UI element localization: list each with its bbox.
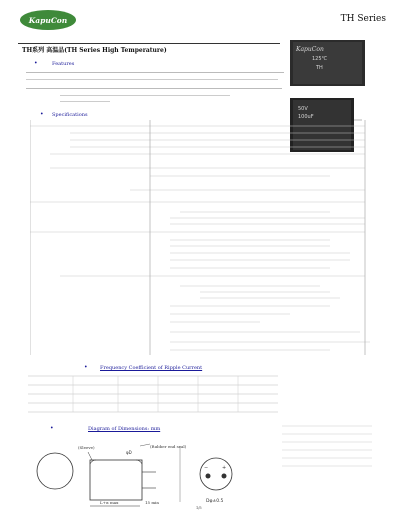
negative-lead — [206, 474, 211, 479]
features-line-2 — [26, 79, 278, 80]
top-view-circle — [37, 453, 73, 489]
page-number: 1/5 — [196, 506, 202, 510]
capacitor-voltage-label: 50V — [298, 106, 308, 112]
frequency-bullet-icon: • — [84, 364, 88, 371]
series-title: TH Series — [340, 14, 386, 24]
dimension-heading: Diagram of Dimensions: mm — [88, 426, 161, 432]
capacitor-temp-label: 125℃ — [312, 56, 328, 62]
brand-logo — [20, 10, 76, 30]
capacitor-brand-label: KapuCon — [296, 46, 324, 53]
spec-column-lines — [30, 120, 365, 355]
header-divider — [18, 43, 280, 44]
specifications-table — [30, 120, 375, 360]
positive-mark: + — [222, 465, 227, 471]
spec-row-lines — [30, 126, 370, 350]
sleeve-label: (Sleeve) — [78, 445, 95, 450]
features-line-1 — [26, 72, 284, 73]
specs-heading: Specifications — [52, 112, 88, 118]
frequency-heading: Frequency Coefficient of Ripple Current — [100, 365, 203, 371]
lead-label: 15 min — [145, 500, 160, 505]
capacitor-capacitance-label: 100uF — [298, 114, 314, 120]
positive-lead — [222, 474, 227, 479]
page-subtitle: TH系列 高温品(TH Series High Temperature) — [22, 47, 167, 54]
frequency-table — [28, 374, 288, 416]
brand-logo-text: KapuCon — [28, 15, 68, 25]
dimension-bullet-icon: • — [50, 425, 54, 432]
dimension-table — [282, 420, 374, 472]
rubber-label: (Rubber end seal) — [150, 444, 187, 449]
length-label: L+α max — [100, 500, 119, 505]
dimension-diagram — [30, 436, 260, 508]
bottom-view-circle — [200, 458, 232, 490]
capacitor-series-label: TH — [316, 65, 323, 71]
diameter-label: φD — [126, 450, 132, 455]
side-view-body — [90, 460, 142, 500]
features-bullet-icon: • — [34, 60, 38, 67]
features-line-3 — [26, 88, 282, 89]
features-heading: Features — [52, 61, 75, 67]
features-line-4 — [60, 95, 230, 96]
specs-bullet-icon: • — [40, 111, 44, 118]
features-line-5 — [60, 101, 110, 102]
pitch-label: Dφ±0.5 — [206, 499, 224, 504]
negative-mark: − — [204, 465, 209, 471]
